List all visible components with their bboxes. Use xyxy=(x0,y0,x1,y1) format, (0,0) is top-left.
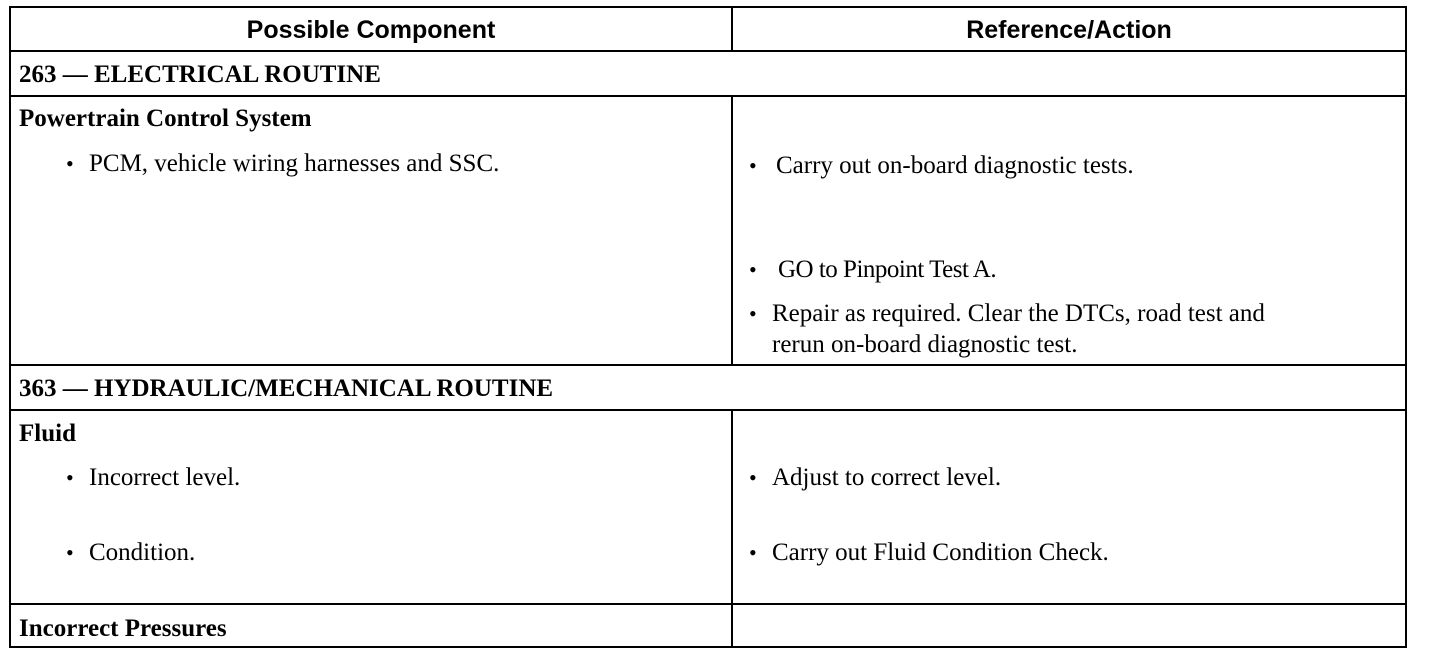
diagnosis-table xyxy=(9,6,1407,648)
group-title-powertrain-control-system: Powertrain Control System xyxy=(19,105,312,132)
group-divider xyxy=(11,603,1405,605)
section-title-electrical-routine: 263 — ELECTRICAL ROUTINE xyxy=(19,61,381,88)
section-2-top-divider xyxy=(11,364,1405,366)
header-possible-component: Possible Component xyxy=(246,16,496,44)
action-item: Repair as required. Clear the DTCs, road test and xyxy=(772,300,1265,327)
bullet-icon: • xyxy=(749,153,757,178)
bullet-icon: • xyxy=(66,151,74,176)
action-item: Adjust to correct level. xyxy=(772,464,1002,491)
action-item-continuation: rerun on-board diagnostic test. xyxy=(772,331,1078,358)
action-item: GO to Pinpoint Test A. xyxy=(778,256,997,283)
group-title-incorrect-pressures: Incorrect Pressures xyxy=(19,615,227,642)
section-1-divider xyxy=(11,95,1405,97)
column-divider-section-1 xyxy=(731,97,733,366)
column-divider-section-2 xyxy=(731,411,733,648)
component-item: Incorrect level. xyxy=(89,464,241,491)
component-item: PCM, vehicle wiring harnesses and SSC. xyxy=(89,150,500,177)
group-title-fluid: Fluid xyxy=(19,420,76,447)
section-2-divider xyxy=(11,409,1405,411)
bullet-icon: • xyxy=(66,540,74,565)
header-reference-action: Reference/Action xyxy=(966,16,1172,44)
section-title-hydraulic-mechanical-routine: 363 — HYDRAULIC/MECHANICAL ROUTINE xyxy=(19,375,554,402)
component-item: Condition. xyxy=(89,539,196,566)
bullet-icon: • xyxy=(749,540,757,565)
bullet-icon: • xyxy=(749,257,757,282)
action-item: Carry out on-board diagnostic tests. xyxy=(776,152,1134,179)
bullet-icon: • xyxy=(749,465,757,490)
bullet-icon: • xyxy=(66,465,74,490)
bullet-icon: • xyxy=(749,301,757,326)
action-item: Carry out Fluid Condition Check. xyxy=(772,539,1109,566)
